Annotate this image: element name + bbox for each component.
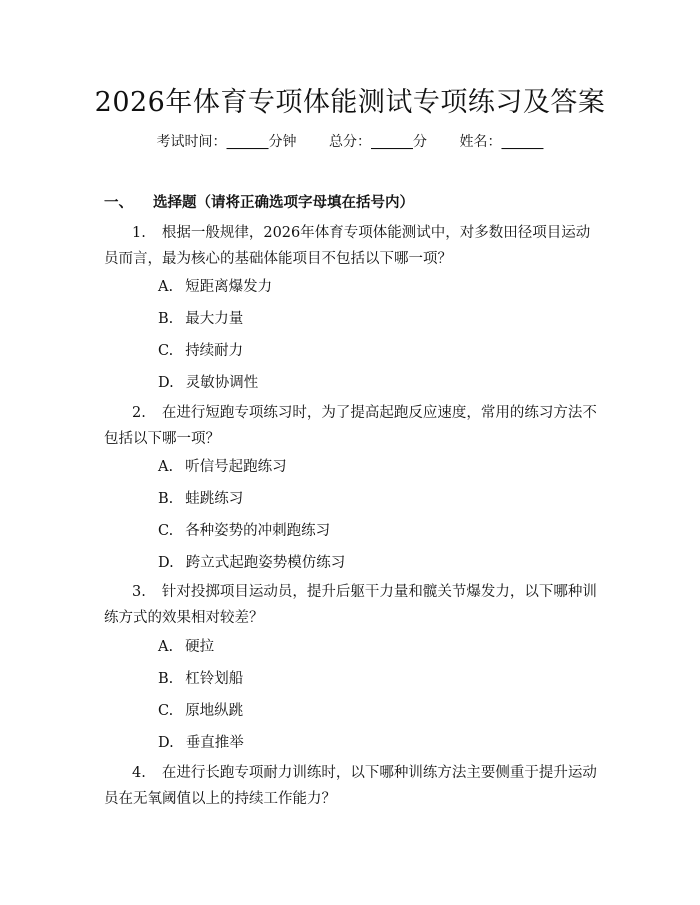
option-letter: D. bbox=[158, 375, 174, 391]
option-letter: B. bbox=[158, 671, 174, 687]
question-2-option-a bbox=[158, 455, 287, 476]
question-text: 针对投掷项目运动员，提升后躯干力量和髋关节爆发力，以下哪种训练方式的效果相对较差？ bbox=[104, 584, 597, 626]
option-text: 灵敏协调性 bbox=[185, 375, 259, 391]
total-score-blank: ______ bbox=[371, 134, 413, 150]
question-text: 在进行短跑专项练习时，为了提高起跑反应速度，常用的练习方法不包括以下哪一项？ bbox=[104, 405, 597, 447]
option-text: 持续耐力 bbox=[185, 343, 244, 359]
question-number: 1. bbox=[132, 225, 146, 241]
section-number: 一、 bbox=[104, 194, 133, 211]
total-score-unit: 分 bbox=[413, 134, 427, 150]
question-3 bbox=[104, 579, 600, 631]
option-text: 短距离爆发力 bbox=[185, 279, 273, 295]
question-2 bbox=[104, 400, 600, 452]
question-text: 在进行长跑专项耐力训练时，以下哪种训练方法主要侧重于提升运动员在无氧阈值以上的持续工作能力？ bbox=[104, 765, 597, 807]
option-text: 跨立式起跑姿势模仿练习 bbox=[185, 555, 346, 571]
option-text: 杠铃划船 bbox=[185, 671, 244, 687]
exam-time-label: 考试时间： bbox=[156, 134, 227, 150]
question-2-option-c bbox=[158, 519, 330, 540]
question-3-option-d bbox=[158, 731, 244, 752]
exam-time-blank: ______ bbox=[226, 134, 269, 150]
total-score bbox=[329, 134, 427, 150]
question-3-option-b bbox=[158, 667, 243, 688]
option-text: 硬拉 bbox=[185, 639, 215, 655]
student-name bbox=[459, 134, 543, 150]
option-text: 最大力量 bbox=[185, 311, 244, 327]
section-heading bbox=[104, 191, 414, 212]
question-3-option-a bbox=[158, 635, 214, 656]
option-letter: B. bbox=[158, 311, 174, 327]
question-1-option-b bbox=[158, 307, 243, 328]
option-letter: C. bbox=[158, 343, 174, 359]
exam-info-line bbox=[0, 131, 700, 151]
option-letter: A. bbox=[158, 639, 174, 655]
student-name-blank: ______ bbox=[501, 134, 544, 150]
question-number: 3. bbox=[132, 584, 146, 600]
option-text: 原地纵跳 bbox=[185, 703, 244, 719]
exam-time-unit: 分钟 bbox=[268, 134, 297, 150]
option-letter: C. bbox=[158, 703, 174, 719]
question-number: 4. bbox=[132, 765, 146, 781]
question-2-option-d bbox=[158, 551, 345, 572]
question-1-option-c bbox=[158, 339, 243, 360]
option-letter: A. bbox=[158, 459, 174, 475]
student-name-label: 姓名： bbox=[459, 134, 502, 150]
option-text: 垂直推举 bbox=[185, 735, 244, 751]
question-1-option-d bbox=[158, 371, 258, 392]
option-text: 蛙跳练习 bbox=[185, 491, 244, 507]
total-score-label: 总分： bbox=[329, 134, 371, 150]
question-4 bbox=[104, 760, 600, 812]
question-1 bbox=[104, 220, 600, 272]
question-text: 根据一般规律，2026年体育专项体能测试中，对多数田径项目运动员而言，最为核心的基础体能项目不包括以下哪一项？ bbox=[104, 225, 591, 267]
option-letter: A. bbox=[158, 279, 174, 295]
option-letter: C. bbox=[158, 523, 174, 539]
option-letter: D. bbox=[158, 735, 174, 751]
document-title: 2026年体育专项体能测试专项练习及答案 bbox=[94, 87, 606, 118]
question-number: 2. bbox=[132, 405, 146, 421]
question-1-option-a bbox=[158, 275, 272, 296]
option-text: 各种姿势的冲刺跑练习 bbox=[185, 523, 331, 539]
exam-time bbox=[157, 134, 297, 150]
option-letter: D. bbox=[158, 555, 174, 571]
question-2-option-b bbox=[158, 487, 243, 508]
option-letter: B. bbox=[158, 491, 174, 507]
question-3-option-c bbox=[158, 699, 243, 720]
section-title: 选择题（请将正确选项字母填在括号内） bbox=[153, 194, 414, 211]
option-text: 听信号起跑练习 bbox=[185, 459, 287, 475]
